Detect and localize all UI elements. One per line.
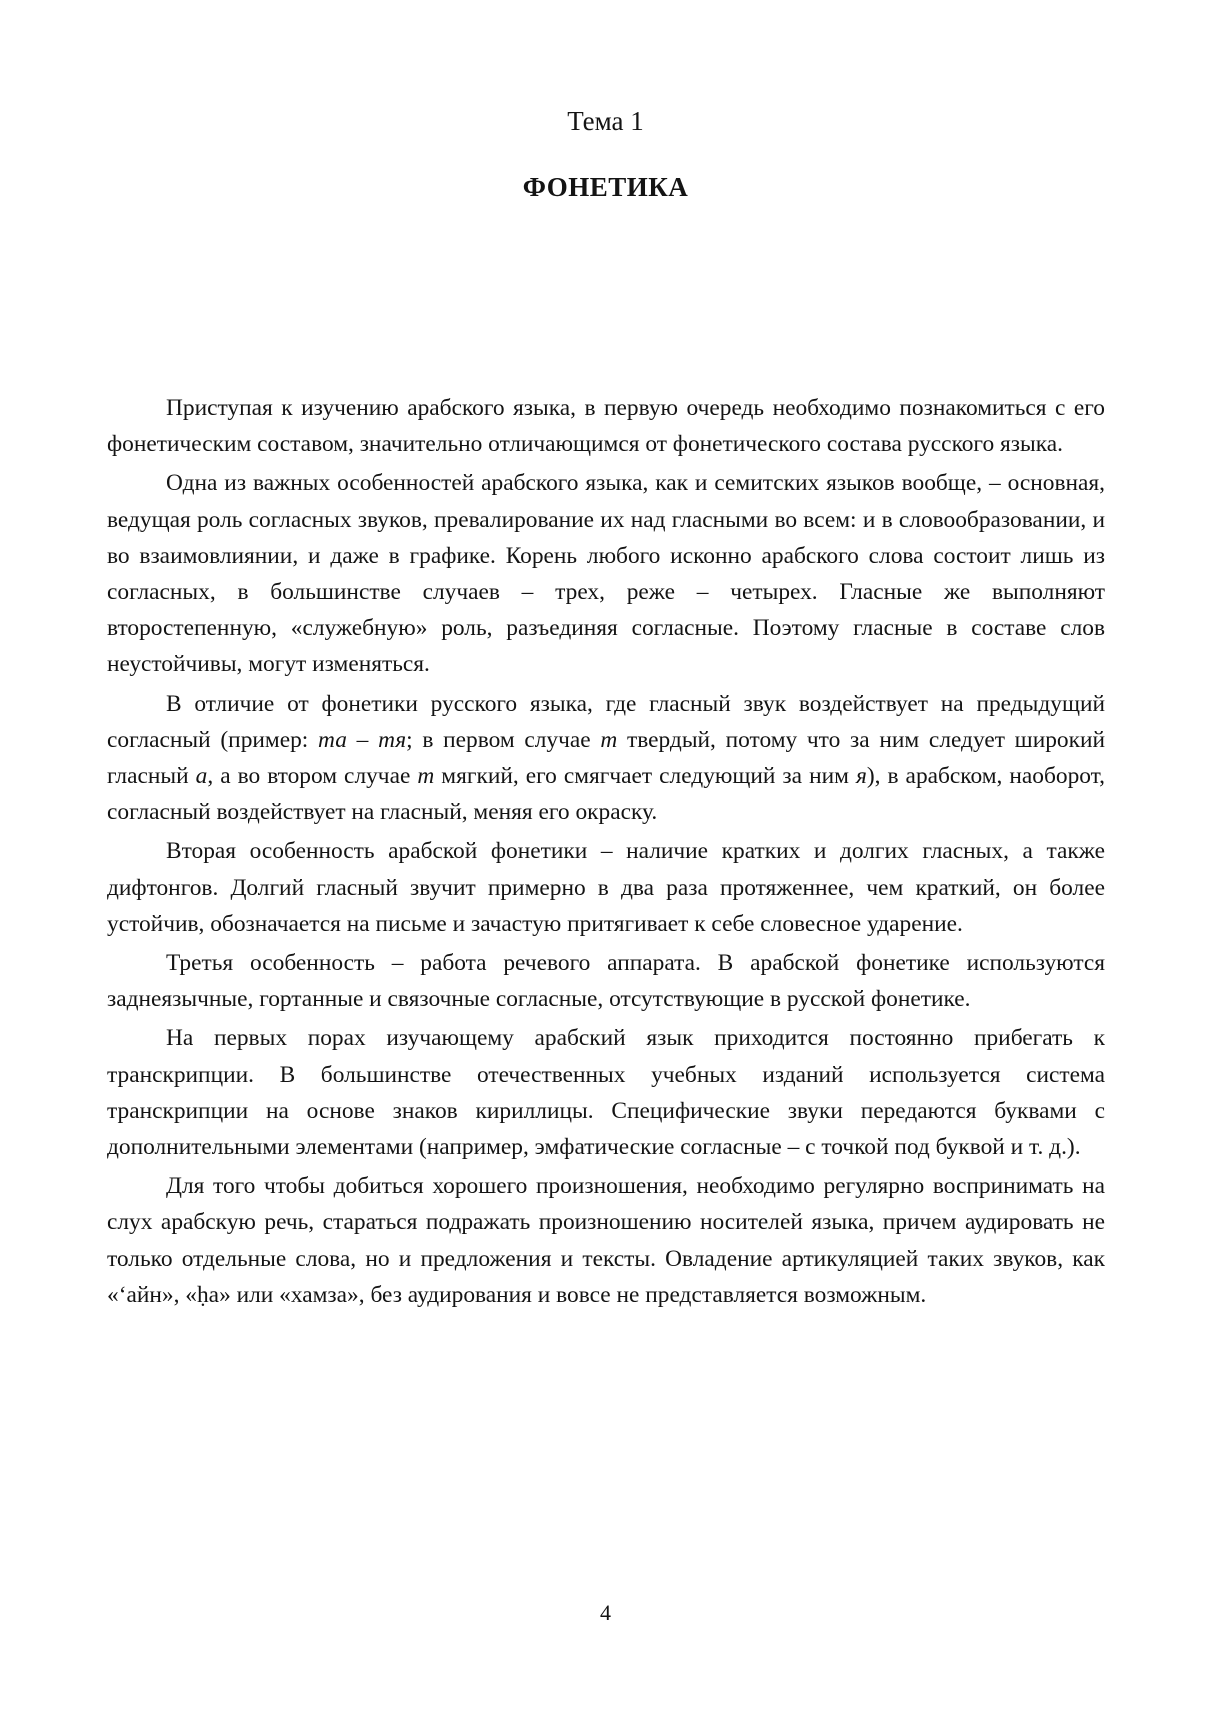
text-run: ; в первом случае bbox=[406, 726, 601, 753]
paragraph-7: Для того чтобы добиться хорошего произношения, необходимо регулярно воспринимать на слух арабскую речь, стараться подражать произношению носителей языка, причем аудировать не только отдельные слова, но и предложения и тексты. Овладение артикуляцией таких звуков, как «‘айн», «ḥа» или «хамза», без аудирования и вовсе не представляется возможным. bbox=[107, 1173, 1105, 1308]
text-run: ), в арабском, наоборот, согласный воздействует на гласный, меняя его окраску. bbox=[107, 763, 1105, 826]
example-italic: тя bbox=[378, 726, 407, 753]
paragraph-2: Одна из важных особенностей арабского языка, как и семитских языков вообще, – основная, ведущая роль согласных звуков, превалирование их над гласными во всем: и в словообразовании, и во взаимовлиянии, и даже в графике. Корень любого исконно арабского слова состоит лишь из согласных, в большинстве случаев – трех, реже – четырех. Гласные же выполняют второстепенную, «служебную» роль, разъединяя согласные. Поэтому гласные в составе слов неустойчивы, могут изменяться. bbox=[107, 470, 1105, 678]
page-number: 4 bbox=[600, 1600, 611, 1625]
paragraph-3 bbox=[107, 686, 1105, 831]
paragraph-1: Приступая к изучению арабского языка, в первую очередь необходимо познакомиться с его фонетическим составом, значительно отличающимся от фонетического состава русского языка. bbox=[107, 395, 1105, 458]
text-run: – bbox=[346, 726, 379, 753]
chapter-title: ФОНЕТИКА bbox=[522, 172, 689, 202]
paragraph-6: На первых порах изучающему арабский язык приходится постоянно прибегать к транскрипции. В большинстве отечественных учебных изданий используется система транскрипции на основе знаков кириллицы. Специфические звуки передаются буквами с дополнительными элементами (например, эмфатические согласные – с точкой под буквой и т. д.). bbox=[107, 1025, 1105, 1161]
example-italic: т bbox=[417, 763, 435, 790]
example-italic: та bbox=[318, 726, 347, 753]
example-italic: а bbox=[195, 763, 208, 790]
text-run: мягкий, его смягчает следующий за ним bbox=[434, 763, 856, 790]
text-run: , а во втором случае bbox=[207, 763, 418, 790]
text-run: твердый, потому что за ним следует широкий гласный bbox=[107, 726, 1105, 790]
body-text bbox=[107, 390, 1105, 1313]
topic-label: Тема 1 bbox=[567, 106, 644, 136]
paragraph-4: Вторая особенность арабской фонетики – наличие кратких и долгих гласных, а также дифтонгов. Долгий гласный звучит примерно в два раза протяженнее, чем краткий, он более устойчив, обозначается на письме и зачастую притягивает к себе словесное ударение. bbox=[107, 838, 1105, 937]
paragraph-5: Третья особенность – работа речевого аппарата. В арабской фонетике используются заднеязычные, гортанные и связочные согласные, отсутствующие в русской фонетике. bbox=[107, 950, 1105, 1013]
example-italic: т bbox=[600, 726, 618, 753]
example-italic: я bbox=[855, 763, 867, 790]
text-run: В отличие от фонетики русского языка, где гласный звук воздействует на предыдущий согласный (пример: bbox=[107, 690, 1105, 753]
